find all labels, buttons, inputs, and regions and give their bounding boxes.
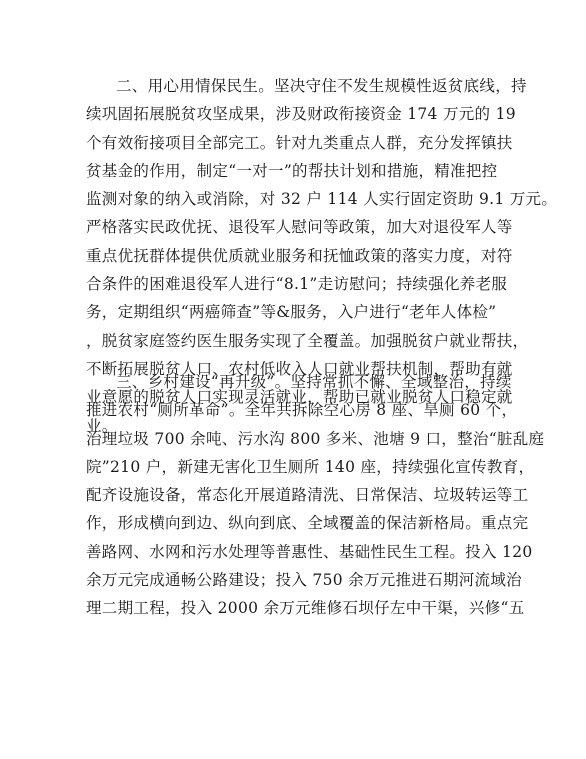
text-line: 贫基金的作用，制定“一对一”的帮扶计划和措施，精准把控 xyxy=(86,161,498,180)
text-line: 重点优抚群体提供优质就业服务和抚恤政策的落实力度，对符 xyxy=(86,246,513,265)
text-line: 业。 xyxy=(86,416,118,435)
text-line: 院”210 户，新建无害化卫生厕所 140 座，持续强化宣传教育， xyxy=(86,457,535,476)
text-line: ，脱贫家庭签约医生服务实现了全覆盖。加强脱贫户就业帮扶， xyxy=(86,331,529,350)
text-line: 作，形成横向到边、纵向到底、全域覆盖的保洁新格局。重点完 xyxy=(86,514,529,533)
text-line: 务，定期组织“两癌筛查”等&服务，入户进行“老年人体检” xyxy=(86,303,497,322)
text-line: 推进农村“厕所革命”。全年共拆除空心房 8 座、旱厕 60 个， xyxy=(86,401,518,420)
text-line: 二、用心用情保民生。坚决守住不发生规模性返贫底线，持 xyxy=(116,77,527,95)
text-line: 严格落实民政优抚、退役军人慰问等政策，加大对退役军人等 xyxy=(86,218,513,237)
text-line: 合条件的困难退役军人进行“8.1”走访慰问；持续强化养老服 xyxy=(86,275,508,294)
paragraph-rural-construction xyxy=(86,368,545,623)
text-line: 治理垃圾 700 余吨、污水沟 800 多米、池塘 9 口，整治“脏乱庭 xyxy=(86,429,545,448)
text-line: 理二期工程，投入 2000 余万元维修石坝仔左中干渠，兴修“五 xyxy=(86,599,525,618)
text-line: 不断拓展脱贫人口、农村低收入人口就业帮扶机制，帮助有就 xyxy=(86,359,513,378)
text-line: 三、乡村建设“再升级”。坚持常抓不懈、全域整治，持续 xyxy=(116,373,512,391)
text-line: 余万元完成通畅公路建设；投入 750 余万元推进石期河流域治 xyxy=(86,571,522,590)
text-line: 配齐设施设备，常态化开展道路清洗、日常保洁、垃圾转运等工 xyxy=(86,486,529,505)
text-line: 续巩固拓展脱贫攻坚成果，涉及财政衔接资金 174 万元的 19 xyxy=(86,105,516,124)
text-line: 善路网、水网和污水处理等普惠性、基础性民生工程。投入 120 xyxy=(86,542,533,561)
text-line: 个有效衔接项目全部完工。针对九类重点人群，充分发挥镇扶 xyxy=(86,133,513,152)
text-line: 业意愿的脱贫人口实现灵活就业，帮助已就业脱贫人口稳定就 xyxy=(86,388,513,407)
text-line: 监测对象的纳入或消除，对 32 户 114 人实行固定资助 9.1 万元。 xyxy=(86,190,558,209)
